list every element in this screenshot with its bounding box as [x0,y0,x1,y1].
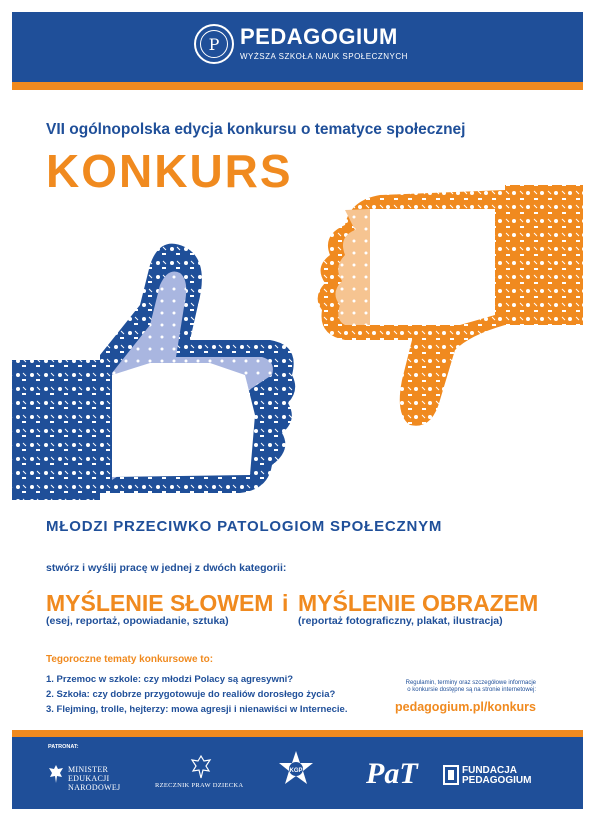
topics-heading: Tegoroczne tematy konkursowe to: [46,654,214,665]
contest-website-link[interactable]: pedagogium.pl/konkurs [395,700,536,714]
brand-tagline: WYŻSZA SZKOŁA NAUK SPOŁECZNYCH [240,52,408,61]
rules-note-line: Regulamin, terminy oraz szczegółowe informacje [405,680,536,686]
sponsor-fundacja-line: PEDAGOGIUM [462,775,532,786]
pat-logo: PaT [366,757,418,790]
police-badge-text: KGP [289,768,303,774]
contest-title: KONKURS [46,145,293,197]
topic-item: 2. Szkoła: czy dobrze przygotowuje do realiów dorosłego życia? [46,689,336,700]
sponsor-rpd: RZECZNIK PRAW DZIECKA [155,782,244,789]
sponsor-men-line: NARODOWEJ [68,783,121,792]
sponsor-men-line: MINISTER [68,765,109,774]
seal-letter: P [200,30,228,58]
rules-note-line: o konkursie dostępne są na stronie internetowej: [407,687,536,693]
topic-item: 1. Przemoc w szkole: czy młodzi Polacy są agresywni? [46,674,294,685]
rpd-eagle-icon [190,754,212,780]
category-2-title: MYŚLENIE OBRAZEM [298,590,539,616]
header-accent-stripe [12,82,583,90]
topic-item: 3. Flejming, trolle, hejterzy: mowa agresji i nienawiści w Internecie. [46,704,348,715]
category-1-description: (esej, reportaż, opowiadanie, sztuka) [46,615,229,627]
eagle-emblem-icon [48,763,64,785]
sponsor-fundacja [462,766,531,786]
sponsor-men [68,765,120,792]
contest-tagline: MŁODZI PRZECIWKO PATOLOGIOM SPOŁECZNYM [46,518,443,535]
thumbs-up-icon [12,244,295,500]
sponsor-fundacja-line: FUNDACJA [462,765,517,776]
edition-subtitle: VII ogólnopolska edycja konkursu o tematyce społecznej [46,121,466,138]
thumbs-graphic [0,175,595,510]
thumbs-down-icon [318,185,583,426]
police-star-badge-icon [276,749,316,789]
category-instruction: stwórz i wyślij pracę w jednej z dwóch kategorii: [46,562,287,574]
sponsor-men-line: EDUKACJI [68,774,110,783]
patronat-label: PATRONAT: [48,744,79,750]
category-1-title: MYŚLENIE SŁOWEM [46,590,274,616]
rules-note [380,680,536,694]
pedagogium-seal-icon [194,24,234,64]
category-2-description: (reportaż fotograficzny, plakat, ilustracja) [298,615,503,627]
footer-accent-stripe [12,730,583,737]
brand-name: PEDAGOGIUM [240,24,398,49]
category-joiner: i [282,590,289,616]
fundacja-logo-icon [443,765,459,785]
